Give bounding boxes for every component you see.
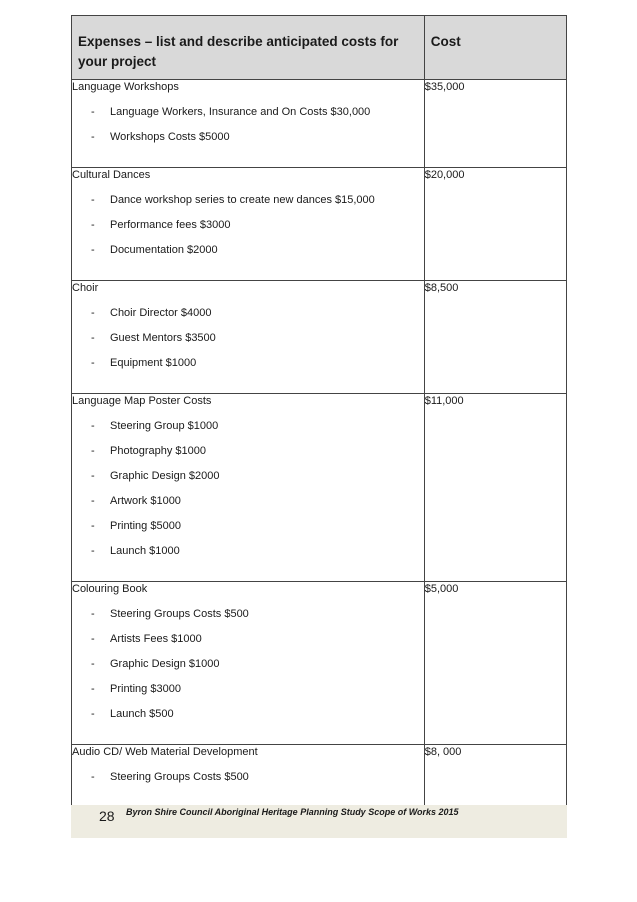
table-row bbox=[72, 80, 567, 168]
list-item: - Dance workshop series to create new dances $15,000 bbox=[91, 194, 375, 206]
list-item: - Launch $1000 bbox=[91, 545, 180, 557]
row-category: Colouring Book bbox=[72, 583, 148, 595]
list-item: - Workshops Costs $5000 bbox=[91, 131, 230, 143]
row-description bbox=[72, 394, 425, 582]
list-item: - Printing $5000 bbox=[91, 520, 181, 532]
list-item: - Documentation $2000 bbox=[91, 244, 218, 256]
item-list bbox=[72, 188, 424, 263]
row-cost: $5,000 bbox=[424, 582, 566, 745]
item-list bbox=[72, 301, 424, 376]
list-item: - Equipment $1000 bbox=[91, 357, 197, 369]
item-list bbox=[72, 414, 424, 564]
table-row bbox=[72, 394, 567, 582]
row-cost: $11,000 bbox=[424, 394, 566, 582]
list-item: - Launch $500 bbox=[91, 708, 174, 720]
table-row bbox=[72, 281, 567, 394]
row-description bbox=[72, 745, 425, 808]
row-category: Language Map Poster Costs bbox=[72, 395, 212, 407]
row-description bbox=[72, 582, 425, 745]
list-item: - Language Workers, Insurance and On Costs $30,000 bbox=[91, 106, 371, 118]
row-category: Choir bbox=[72, 282, 99, 294]
list-item: - Graphic Design $1000 bbox=[91, 658, 220, 670]
expenses-table bbox=[71, 15, 567, 808]
row-cost: $20,000 bbox=[424, 168, 566, 281]
list-item: - Steering Groups Costs $500 bbox=[91, 608, 249, 620]
list-item: - Artists Fees $1000 bbox=[91, 633, 202, 645]
list-item: - Artwork $1000 bbox=[91, 495, 181, 507]
list-item: - Printing $3000 bbox=[91, 683, 181, 695]
row-category: Language Workshops bbox=[72, 81, 179, 93]
list-item: - Graphic Design $2000 bbox=[91, 470, 220, 482]
row-cost: $35,000 bbox=[424, 80, 566, 168]
footer-title: Byron Shire Council Aboriginal Heritage Planning Study Scope of Works 2015 bbox=[126, 807, 459, 817]
list-item: - Steering Groups Costs $500 bbox=[91, 771, 249, 783]
list-item: - Performance fees $3000 bbox=[91, 219, 231, 231]
row-cost: $8, 000 bbox=[424, 745, 566, 808]
item-list bbox=[72, 602, 424, 727]
row-cost: $8,500 bbox=[424, 281, 566, 394]
item-list bbox=[72, 100, 424, 150]
table-row bbox=[72, 582, 567, 745]
page-number: 28 bbox=[99, 808, 115, 824]
list-item: - Steering Group $1000 bbox=[91, 420, 219, 432]
row-category: Cultural Dances bbox=[72, 169, 151, 181]
list-item: - Guest Mentors $3500 bbox=[91, 332, 216, 344]
row-description bbox=[72, 80, 425, 168]
list-item: - Photography $1000 bbox=[91, 445, 207, 457]
item-list bbox=[72, 765, 424, 790]
header-cost: Cost bbox=[424, 16, 566, 80]
row-description bbox=[72, 281, 425, 394]
page-footer bbox=[71, 805, 567, 838]
table-row bbox=[72, 745, 567, 808]
row-description bbox=[72, 168, 425, 281]
table-header-row bbox=[72, 16, 567, 80]
row-category: Audio CD/ Web Material Development bbox=[72, 746, 258, 758]
list-item: - Choir Director $4000 bbox=[91, 307, 212, 319]
header-description: Expenses – list and describe anticipated costs for your project bbox=[72, 16, 425, 80]
table-row bbox=[72, 168, 567, 281]
